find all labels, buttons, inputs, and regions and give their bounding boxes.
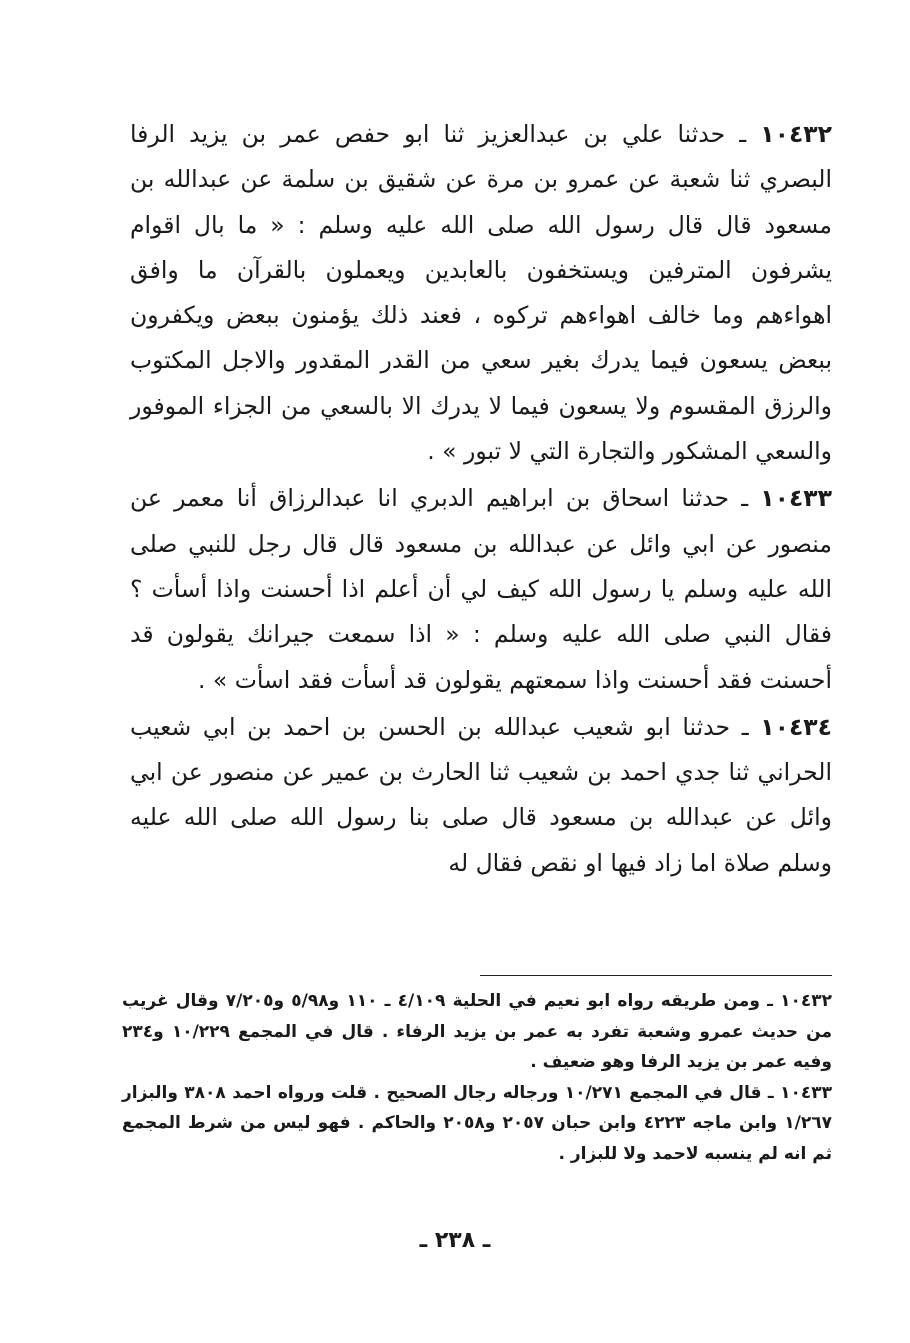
hadith-text: ـ حدثنا اسحاق بن ابراهيم الدبري انا عبدالرزاق أنا معمر عن منصور عن ابي وائل عن عبدالله بن مسعود قال قال رجل للنبي صلى الله عليه وسلم يا رسول الله كيف لي أن أعلم اذا أحسنت واذا أسأت ؟ فقال النبي صلى الله عليه وسلم : « اذا سمعت جيرانك يقولون قد أحسنت فقد أحسنت واذا سمعتهم يقولون قد أسأت فقد اسأت » .	[130, 484, 832, 694]
hadith-text: ـ حدثنا ابو شعيب عبدالله بن الحسن بن احمد بن ابي شعيب الحراني ثنا جدي احمد بن شعيب ثنا الحارث بن عمير عن منصور عن ابي وائل عن عبدالله بن مسعود قال صلى بنا رسول الله صلى الله عليه وسلم صلاة اما زاد فيها او نقص فقال له	[130, 712, 832, 877]
footnote-separator	[480, 975, 832, 976]
page-number: ـ ٢٣٨ ـ	[419, 1228, 491, 1253]
hadith-text: ـ حدثنا علي بن عبدالعزيز ثنا ابو حفص عمر بن يزيد الرفا البصري ثنا شعبة عن عمرو بن مرة عن شقيق بن سلمة عن عبدالله بن مسعود قال قال رسول الله صلى الله عليه وسلم : « ما بال اقوام يشرفون المترفين ويستخفون بالعابدين ويعملون بالقرآن ما وافق اهواءهم وما خالف اهواءهم تركوه ، فعند ذلك يؤمنون ببعض ويكفرون ببعض يسعون فيما يدرك بغير سعي من القدر المقدور والاجل المكتوب والرزق المقسوم ولا يسعون فيما لا يدرك الا بالسعي من الجزاء الموفور والسعي المشكور والتجارة التي لا تبور » .	[130, 120, 832, 466]
footnote: ١٠٤٣٢ ـ ومن طريقه رواه ابو نعيم في الحلية ٤/١٠٩ ـ ١١٠ و٥/٩٨ و٧/٢٠٥ وقال غريب من حديث عمرو وشعبة تفرد به عمر بن يزيد الرفاء . قال في المجمع ١٠/٢٢٩ و٢٣٤ وفيه عمر بن يزيد الرفا وهو ضعيف .	[122, 991, 832, 1072]
hadith-paragraph	[130, 112, 832, 474]
hadith-number: ١٠٤٣٤	[760, 712, 832, 741]
main-text	[130, 112, 832, 886]
hadith-number: ١٠٤٣٣	[760, 484, 832, 513]
footnotes	[122, 986, 832, 1169]
hadith-paragraph	[130, 476, 832, 702]
hadith-paragraph	[130, 705, 832, 886]
page-body	[130, 112, 832, 886]
hadith-number: ١٠٤٣٢	[760, 120, 832, 148]
footnote: ١٠٤٣٣ ـ قال في المجمع ١٠/٢٧١ ورجاله رجال الصحيح . قلت ورواه احمد ٣٨٠٨ والبزار ١/٢٦٧ وابن ماجه ٤٢٢٣ وابن حبان ٢٠٥٧ و٢٠٥٨ والحاكم . فهو ليس من شرط المجمع ثم انه لم ينسبه لاحمد ولا للبزار .	[122, 1082, 832, 1164]
